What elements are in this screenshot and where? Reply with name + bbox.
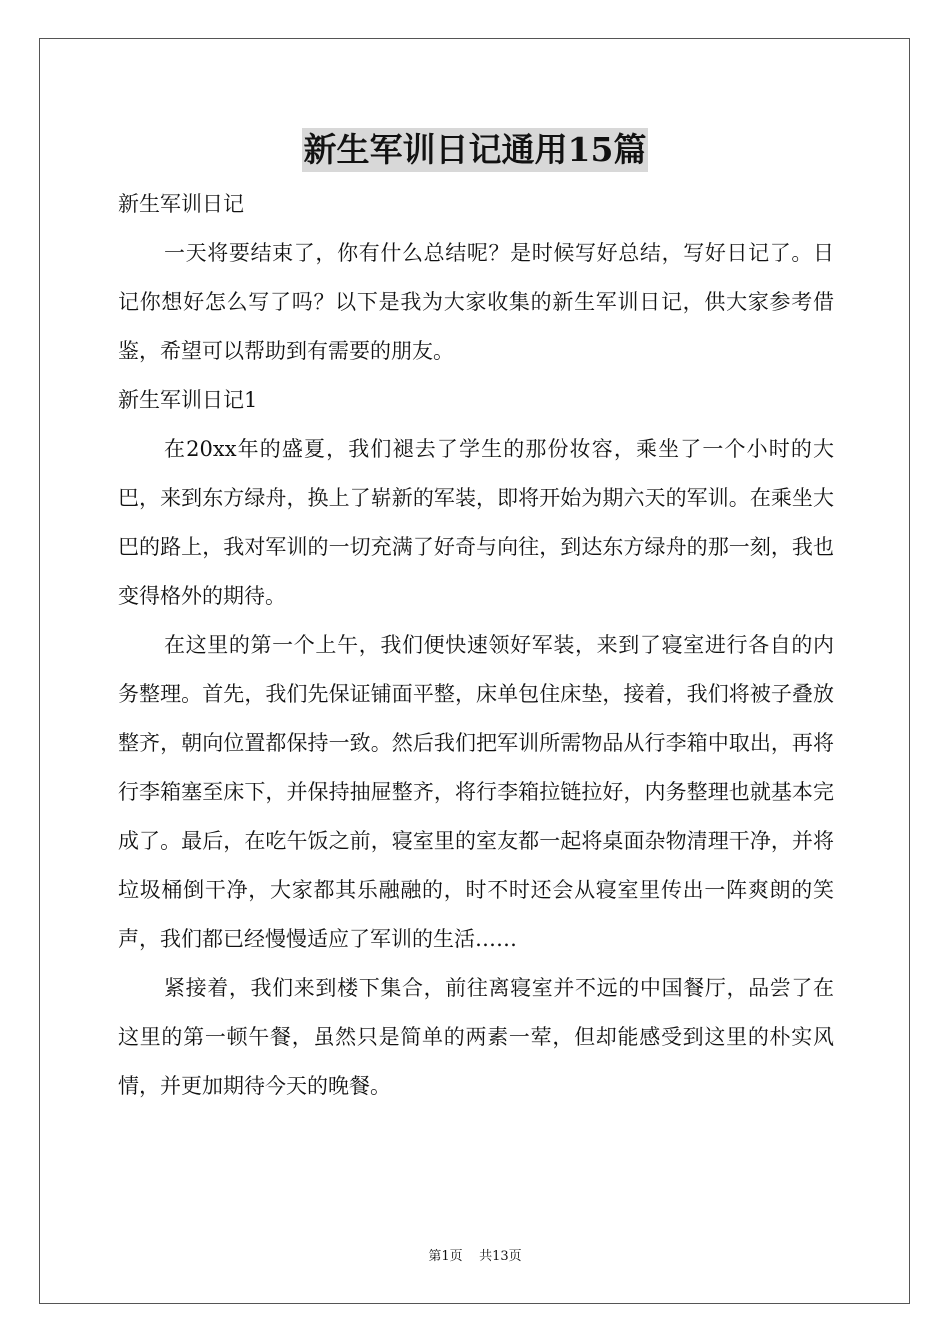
intro-paragraph: 一天将要结束了，你有什么总结呢？是时候写好总结，写好日记了。日记你想好怎么写了吗？以下是我为大家收集的新生军训日记，供大家参考借鉴，希望可以帮助到有需要的朋友。: [118, 241, 834, 363]
footer-spacer: [463, 1249, 480, 1264]
body-paragraph-1: 在20xx年的盛夏，我们褪去了学生的那份妆容，乘坐了一个小时的大巴，来到东方绿舟，换上了崭新的军装，即将开始为期六天的军训。在乘坐大巴的路上，我对军训的一切充满了好奇与向往，到达东方绿舟的那一刻，我也变得格外的期待。: [118, 437, 834, 608]
title-wrap: [0, 128, 950, 172]
page-total: 共13页: [479, 1249, 522, 1264]
document-body: [118, 180, 834, 1111]
document-title: 新生军训日记通用15篇: [302, 128, 649, 172]
page-footer: [0, 1248, 950, 1266]
section-heading: 新生军训日记1: [118, 388, 258, 412]
body-paragraph-2: 在这里的第一个上午，我们便快速领好军装，来到了寝室进行各自的内务整理。首先，我们先保证铺面平整，床单包住床垫，接着，我们将被子叠放整齐，朝向位置都保持一致。然后我们把军训所需物品从行李箱中取出，再将行李箱塞至床下，并保持抽屉整齐，将行李箱拉链拉好，内务整理也就基本完成了。最后，在吃午饭之前，寝室里的室友都一起将桌面杂物清理干净，并将垃圾桶倒干净，大家都其乐融融的，时不时还会从寝室里传出一阵爽朗的笑声，我们都已经慢慢适应了军训的生活……: [118, 633, 834, 951]
body-paragraph-3: 紧接着，我们来到楼下集合，前往离寝室并不远的中国餐厅，品尝了在这里的第一顿午餐，虽然只是简单的两素一荤，但却能感受到这里的朴实风情，并更加期待今天的晚餐。: [118, 976, 834, 1098]
page-number: 第1页: [428, 1249, 463, 1264]
document-subtitle: 新生军训日记: [118, 192, 244, 216]
